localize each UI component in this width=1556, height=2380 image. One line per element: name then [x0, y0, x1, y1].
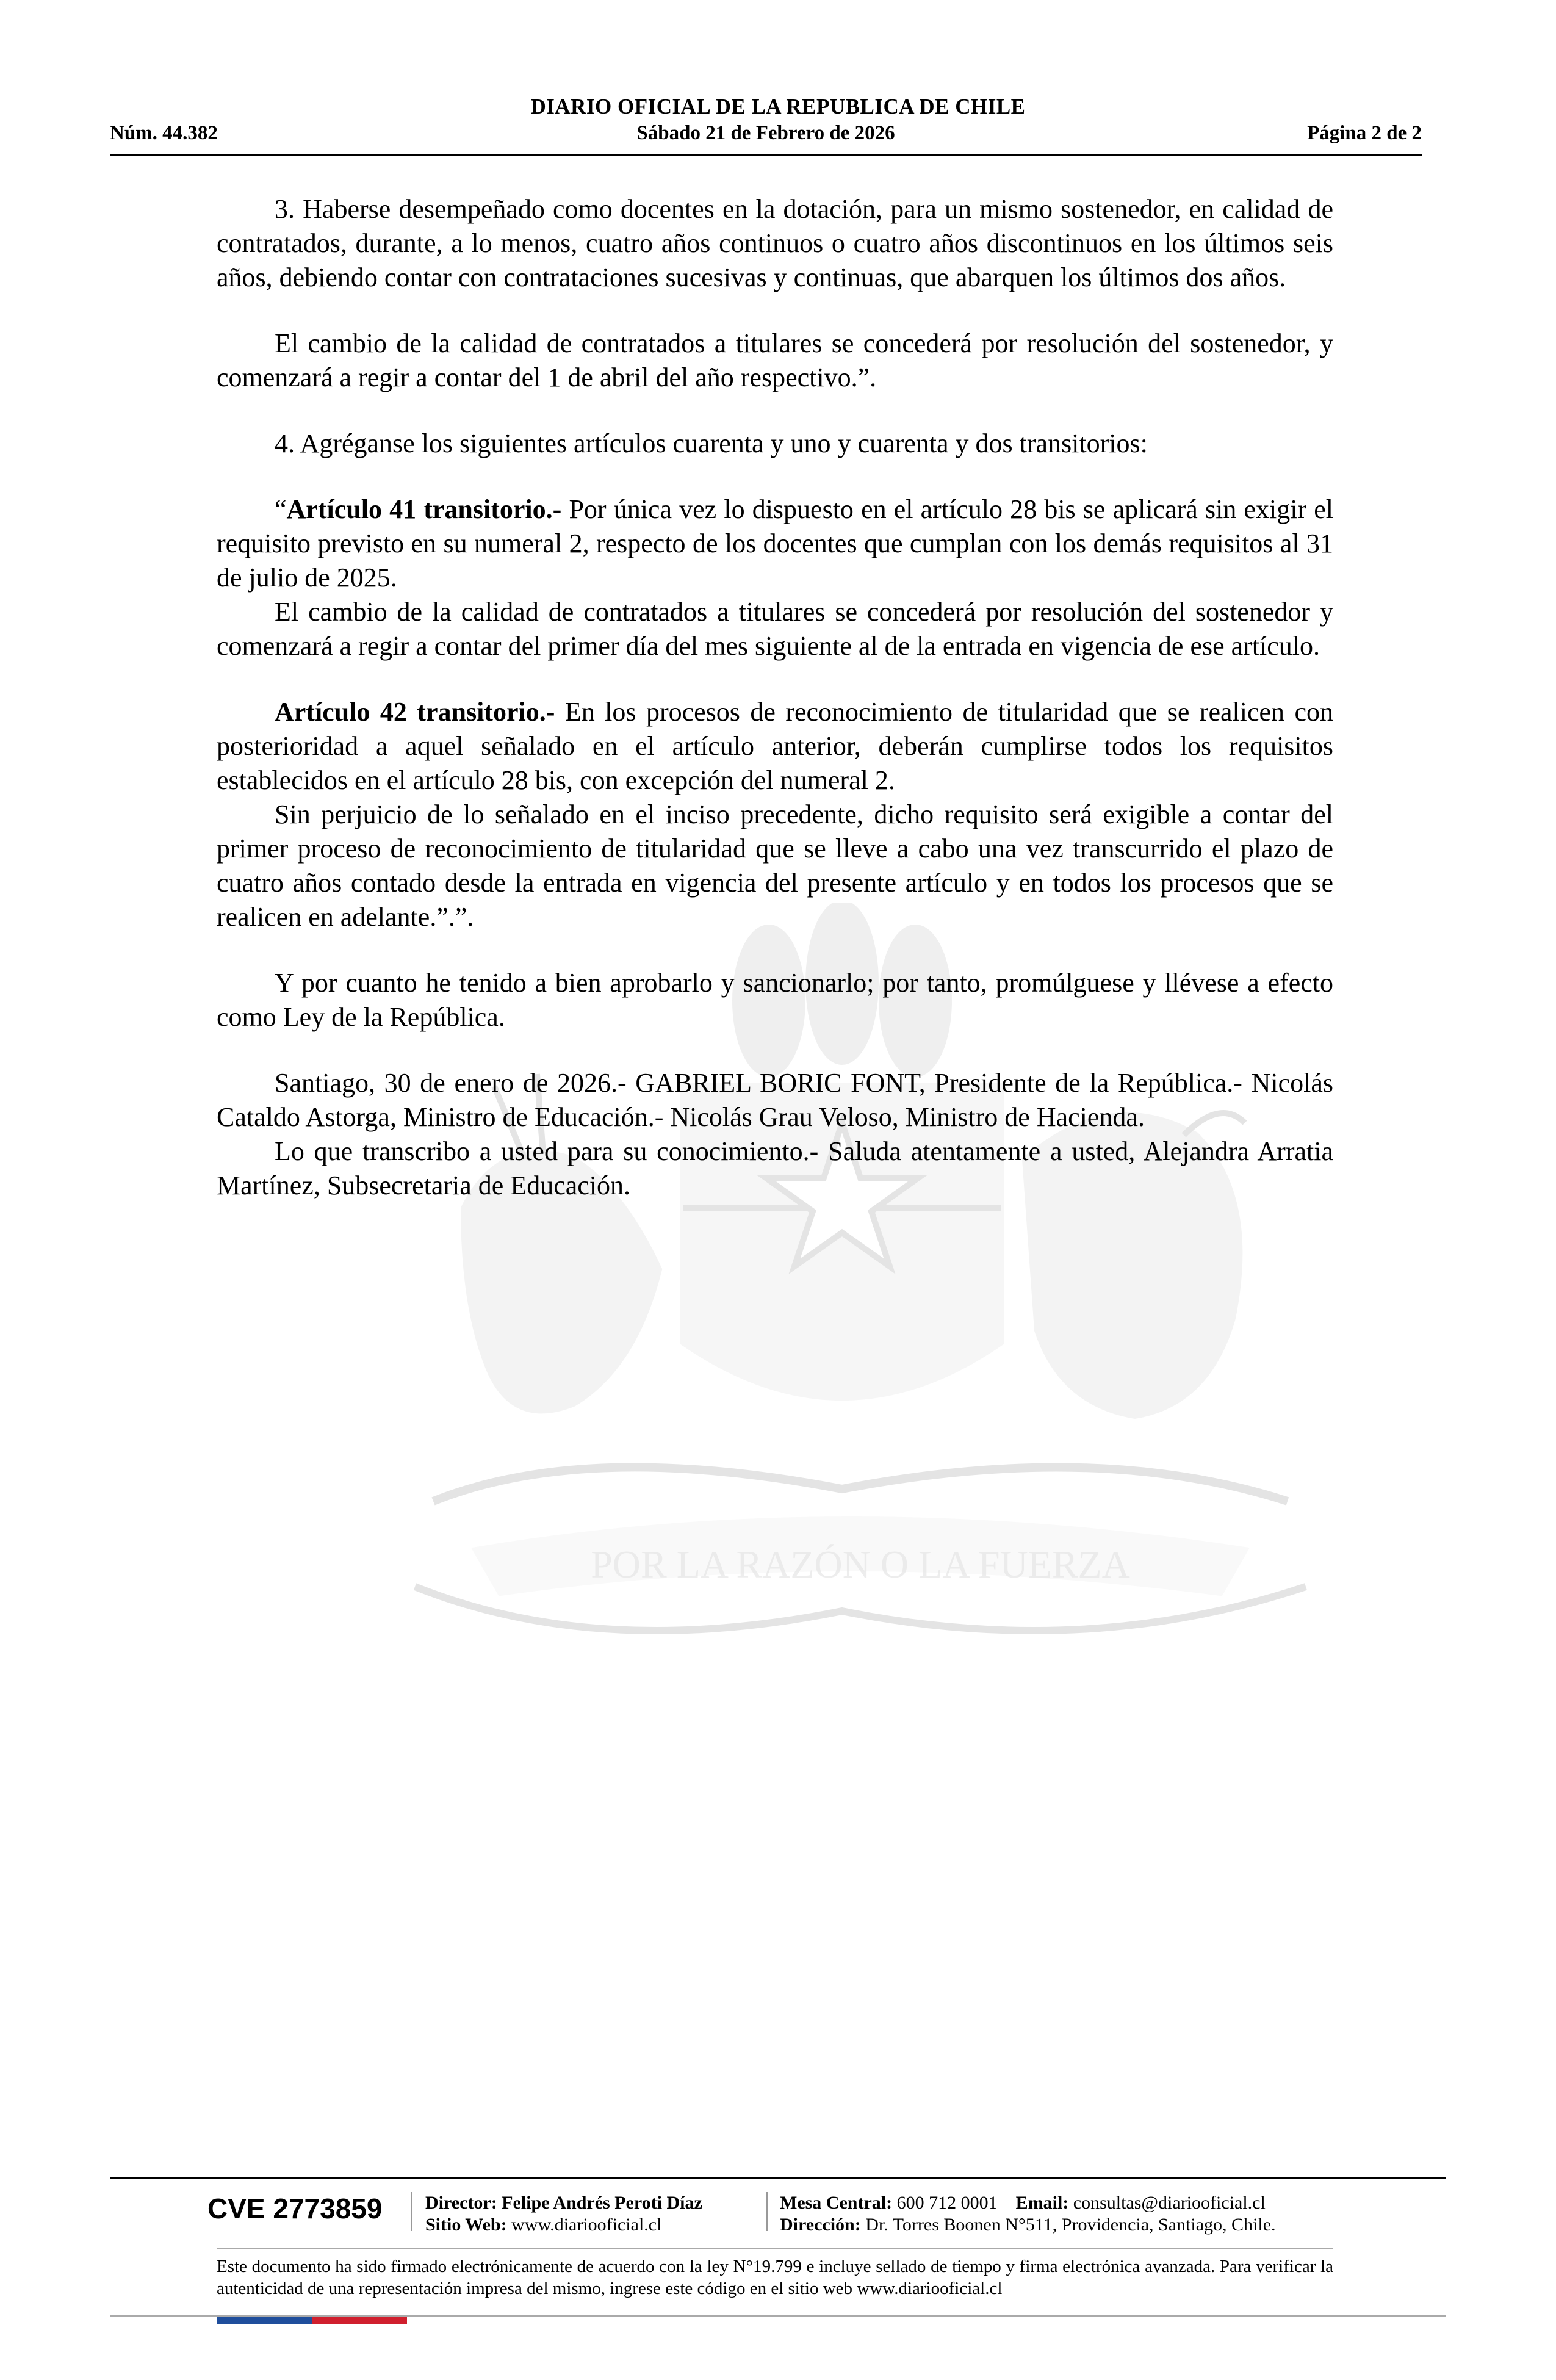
- paragraph-article-41: [217, 492, 1333, 595]
- email-link[interactable]: consultas@diariooficial.cl: [1073, 2193, 1266, 2213]
- footer-director-block: [425, 2192, 702, 2236]
- address-label: Dirección:: [780, 2215, 861, 2235]
- footer-divider-top: [110, 2177, 1446, 2179]
- article-41-text: Por única vez lo dispuesto en el artículo 28 bis se aplicará sin exigir el requisito previsto en su numeral 2, respecto de los docentes que cumplan con los demás requisitos al 31 de julio de 2025.: [217, 494, 1333, 593]
- opening-quote: “: [275, 494, 287, 524]
- email-label: Email:: [1015, 2193, 1069, 2213]
- flag-red-segment: [312, 2317, 407, 2324]
- paragraph-promulgation: Y por cuanto he tenido a bien aprobarlo y sancionarlo; por tanto, promúlguese y llévese a efecto como Ley de la República.: [217, 968, 1333, 1032]
- site-link[interactable]: www.diariooficial.cl: [511, 2215, 662, 2235]
- paragraph-transcription: Lo que transcribo a usted para su conocimiento.- Saluda atentamente a usted, Alejandra Arratia Martínez, Subsecretaria de Educación.: [217, 1136, 1333, 1200]
- director-name: Felipe Andrés Peroti Díaz: [502, 2193, 702, 2213]
- issue-date: Sábado 21 de Febrero de 2026: [636, 122, 895, 144]
- footer-divider-bottom: [110, 2315, 1446, 2317]
- article-42-text: En los procesos de reconocimiento de titularidad que se realicen con posterioridad a aquel señalado en el artículo anterior, deberán cumplirse todos los requisitos establecidos en el artículo 28 bis, con excepción del numeral 2.: [217, 697, 1334, 795]
- footer-divider-mid: [217, 2248, 1333, 2249]
- header-row: [110, 122, 1422, 148]
- footer-separator: [411, 2192, 412, 2231]
- site-label: Sitio Web:: [425, 2215, 507, 2235]
- document-body: [217, 192, 1333, 1203]
- paragraph-requirement-3: 3. Haberse desempeñado como docentes en la dotación, para un mismo sostenedor, en calidad de contratados, durante, a lo menos, cuatro años continuos o cuatro años discontinuos en los últimos seis años, debiendo contar con contrataciones sucesivas y continuas, que abarquen los últimos dos años.: [217, 194, 1333, 292]
- cve-code: CVE 2773859: [207, 2193, 383, 2224]
- paragraph-article-41-second: El cambio de la calidad de contratados a titulares se concederá por resolución del sostenedor y comenzará a regir a contar del primer día del mes siguiente al de la entrada en vigencia de ese artículo.: [217, 597, 1333, 661]
- flag-color-bar: [217, 2317, 407, 2324]
- footer-contact-block: [780, 2192, 1276, 2236]
- footer-separator: [766, 2192, 768, 2231]
- article-42-heading: Artículo 42 transitorio.-: [275, 697, 555, 727]
- paragraph-add-articles: 4. Agréganse los siguientes artículos cuarenta y uno y cuarenta y dos transitorios:: [275, 428, 1148, 458]
- address-value: Dr. Torres Boonen N°511, Providencia, Santiago, Chile.: [865, 2215, 1276, 2235]
- paragraph-article-42-second: Sin perjuicio de lo señalado en el inciso precedente, dicho requisito será exigible a contar del primer proceso de reconocimiento de titularidad que se lleve a cabo una vez transcurrido el plazo de cuatro años contado desde la entrada en vigencia del presente artículo y en todos los procesos que se realicen en adelante.”.”.: [217, 799, 1333, 932]
- page-indicator: Página 2 de 2: [1307, 122, 1422, 144]
- director-label: Director:: [425, 2193, 497, 2213]
- issue-number: Núm. 44.382: [110, 122, 218, 144]
- mesa-phone: 600 712 0001: [896, 2193, 998, 2213]
- paragraph-change-status: El cambio de la calidad de contratados a titulares se concederá por resolución del sostenedor, y comenzará a regir a contar del 1 de abril del año respectivo.”.: [217, 328, 1333, 392]
- paragraph-signatures: Santiago, 30 de enero de 2026.- GABRIEL BORIC FONT, Presidente de la República.- Nicolás Cataldo Astorga, Ministro de Educación.- Nicolás Grau Veloso, Ministro de Hacienda.: [217, 1068, 1333, 1132]
- flag-blue-segment: [217, 2317, 312, 2324]
- watermark-motto: POR LA RAZÓN O LA FUERZA: [591, 1543, 1130, 1586]
- footer-verification-note: Este documento ha sido firmado electrónicamente de acuerdo con la ley N°19.799 e incluye sellado de tiempo y firma electrónica avanzada. Para verificar la autenticidad de una representación impresa del mismo, ingrese este código en el sitio web www.diariooficial.cl: [217, 2257, 1333, 2298]
- publication-title: DIARIO OFICIAL DE LA REPUBLICA DE CHILE: [530, 95, 1026, 118]
- mesa-label: Mesa Central:: [780, 2193, 893, 2213]
- paragraph-article-42: [217, 695, 1333, 798]
- header-divider: [110, 154, 1422, 156]
- article-41-heading: Artículo 41 transitorio.-: [286, 494, 562, 524]
